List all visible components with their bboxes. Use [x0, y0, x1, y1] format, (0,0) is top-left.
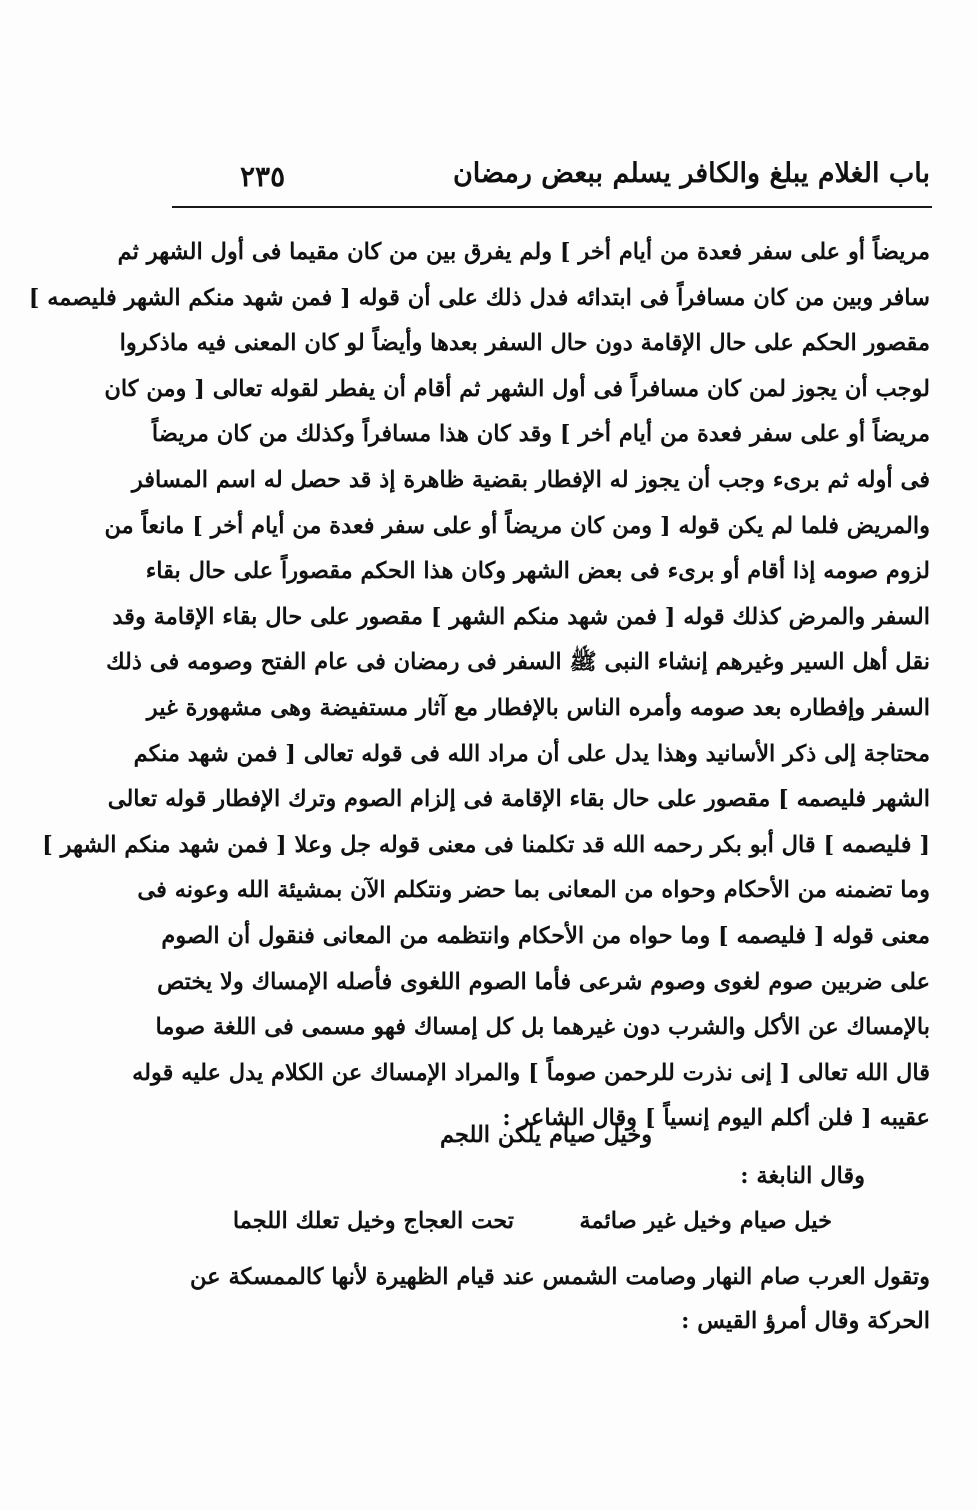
text-line: الشهر فليصمه ] مقصور على حال بقاء الإقامة فى إلزام الصوم وترك الإفطار قوله تعالى [107, 786, 930, 813]
running-title: باب الغلام يبلغ والكافر يسلم ببعض رمضان [452, 158, 930, 189]
nabigha-intro: وقال النابغة : [740, 1163, 865, 1189]
text-line: مريضاً أو على سفر فعدة من أيام أخر ] وقد كان هذا مسافراً وكذلك من كان مريضاً [151, 421, 930, 448]
verse-second-half: تحت العجاج وخيل تعلك اللجما [232, 1208, 514, 1234]
poet-verse: وخيل صيام يلكن اللجم [440, 1122, 653, 1148]
text-line: قال الله تعالى [ إنى نذرت للرحمن صوماً ] والمراد الإمساك عن الكلام يدل عليه قوله [132, 1059, 930, 1086]
text-line: سافر وبين من كان مسافراً فى ابتدائه فدل ذلك على أن قوله [ فمن شهد منكم الشهر فليصمه ] [28, 284, 930, 311]
text-line: مريضاً أو على سفر فعدة من أيام أخر ] ولم يفرق بين من كان مقيما فى أول الشهر ثم [117, 239, 930, 265]
text-line: الحركة وقال أمرؤ القيس : [681, 1308, 930, 1334]
header-rule [172, 206, 932, 208]
text-line: [ فليصمه ] قال أبو بكر رحمه الله قد تكلمنا فى معنى قوله جل وعلا [ فمن شهد منكم الشهر ] [42, 831, 930, 858]
text-line: مقصور الحكم على حال الإقامة دون حال السفر بعدها وأيضاً لو كان المعنى فيه ماذكروا [119, 330, 930, 357]
text-line: عقيبه [ فلن أكلم اليوم إنسياً ] وقال الشاعر : [502, 1105, 930, 1132]
text-line: فى أوله ثم برىء وجب أن يجوز له الإفطار بقضية ظاهرة إذ قد حصل له اسم المسافر [131, 466, 930, 493]
text-line: على ضربين صوم لغوى وصوم شرعى فأما الصوم اللغوى فأصله الإمساك ولا يختص [157, 968, 930, 995]
text-line: محتاجة إلى ذكر الأسانيد وهذا يدل على أن مراد الله فى قوله تعالى [ فمن شهد منكم [133, 740, 930, 767]
text-line: وما تضمنه من الأحكام وحواه من المعانى بما حضر ونتكلم الآن بمشيئة الله وعونه فى [137, 877, 930, 904]
text-line: السفر وإفطاره بعد صومه وأمره الناس بالإفطار مع آثار مستفيضة وهى مشهورة غير [146, 694, 930, 721]
text-line: نقل أهل السير وغيرهم إنشاء النبى ﷺ السفر فى رمضان فى عام الفتح وصومه فى ذلك [106, 649, 930, 676]
page-header [170, 150, 930, 198]
tail-text [190, 1255, 930, 1343]
text-line: والمريض فلما لم يكن قوله [ ومن كان مريضاً أو على سفر فعدة من أيام أخر ] مانعاً من [104, 512, 930, 539]
text-line: السفر والمرض كذلك قوله [ فمن شهد منكم الشهر ] مقصور على حال بقاء الإقامة وقد [112, 603, 930, 630]
text-line: وتقول العرب صام النهار وصامت الشمس عند قيام الظهيرة لأنها كالممسكة عن [190, 1264, 930, 1290]
text-line: لزوم صومه إذا أقام أو برىء فى بعض الشهر وكان هذا الحكم مقصوراً على حال بقاء [145, 558, 930, 585]
page-number: ٢٣٥ [240, 160, 286, 193]
text-line: معنى قوله [ فليصمه ] وما حواه من الأحكام وانتظمه من المعانى فنقول أن الصوم [161, 922, 930, 949]
text-line: بالإمساك عن الأكل والشرب دون غيرهما بل كل إمساك فهو مسمى فى اللغة صوما [155, 1014, 930, 1041]
text-line: لوجب أن يجوز لمن كان مسافراً فى أول الشهر ثم أقام أن يفطر لقوله تعالى [ ومن كان [104, 375, 930, 402]
verse-first-half: خيل صيام وخيل غير صائمة [579, 1208, 832, 1234]
body-text [28, 230, 930, 1142]
